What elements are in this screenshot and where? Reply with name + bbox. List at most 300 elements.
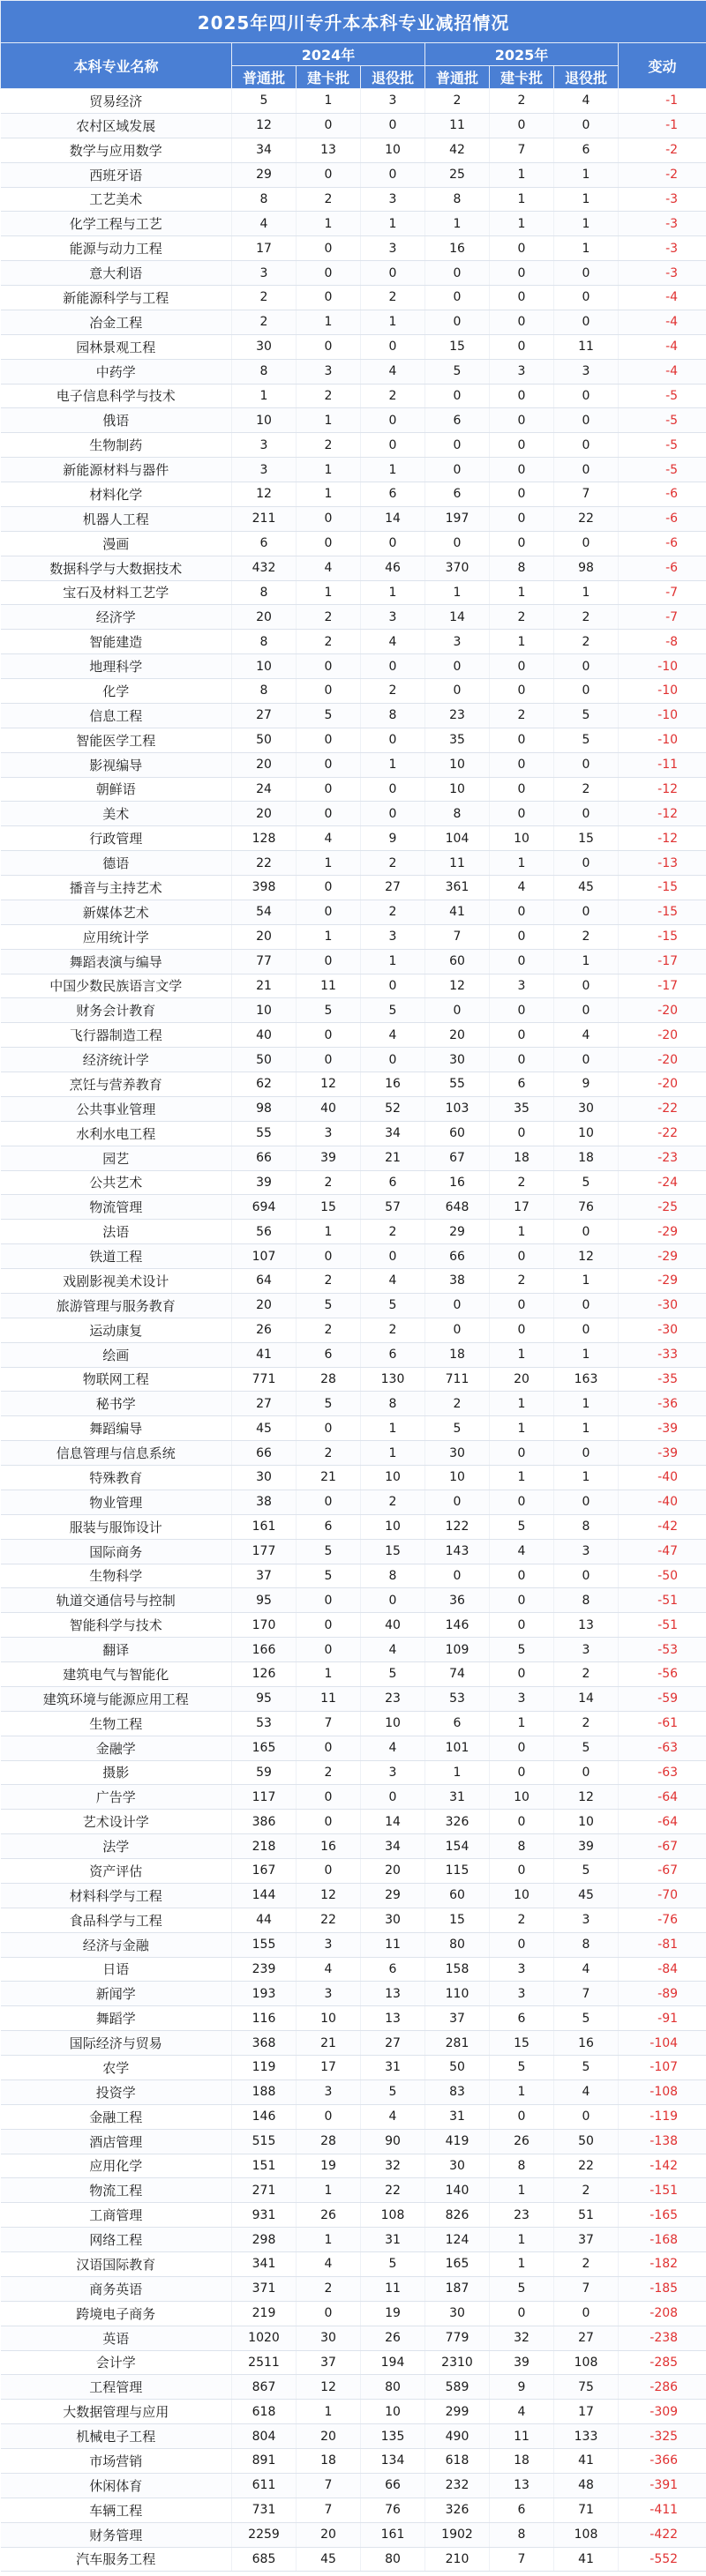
general-2025: 618 bbox=[425, 2449, 490, 2474]
table-row bbox=[1, 2400, 706, 2424]
card-2025: 5 bbox=[490, 2056, 554, 2080]
card-2024: 0 bbox=[297, 506, 361, 531]
card-2025: 0 bbox=[490, 113, 554, 138]
general-2025: 490 bbox=[425, 2424, 490, 2449]
general-2025: 11 bbox=[425, 113, 490, 138]
general-2024: 8 bbox=[232, 187, 297, 212]
card-2024: 3 bbox=[297, 1932, 361, 1957]
general-2025: 18 bbox=[425, 1342, 490, 1367]
card-2024: 0 bbox=[297, 949, 361, 974]
veteran-2025: 39 bbox=[554, 1834, 619, 1859]
major-name: 特殊教育 bbox=[1, 1466, 232, 1490]
veteran-2025: 5 bbox=[554, 728, 619, 752]
veteran-2024: 2 bbox=[361, 1220, 425, 1244]
card-2025: 7 bbox=[490, 2547, 554, 2572]
card-2025: 0 bbox=[490, 236, 554, 261]
general-2024: 66 bbox=[232, 1441, 297, 1466]
change-value: -5 bbox=[619, 384, 706, 408]
table-row bbox=[1, 2522, 706, 2547]
card-2025: 6 bbox=[490, 2498, 554, 2522]
veteran-2025: 0 bbox=[554, 1048, 619, 1072]
card-2024: 2 bbox=[297, 1760, 361, 1785]
veteran-2025: 1 bbox=[554, 949, 619, 974]
veteran-2025: 27 bbox=[554, 2326, 619, 2350]
general-2025: 210 bbox=[425, 2547, 490, 2572]
veteran-2025: 5 bbox=[554, 703, 619, 728]
change-value: -24 bbox=[619, 1170, 706, 1195]
table-row bbox=[1, 261, 706, 286]
general-2025: 109 bbox=[425, 1638, 490, 1662]
card-2024: 21 bbox=[297, 2031, 361, 2056]
general-2025: 165 bbox=[425, 2252, 490, 2277]
veteran-2025: 9 bbox=[554, 1072, 619, 1097]
table-row bbox=[1, 1170, 706, 1195]
table-row bbox=[1, 556, 706, 580]
general-2025: 779 bbox=[425, 2326, 490, 2350]
card-2025: 1 bbox=[490, 2079, 554, 2104]
change-value: -23 bbox=[619, 1146, 706, 1170]
major-name-header: 本科专业名称 bbox=[1, 43, 232, 89]
veteran-2025: 5 bbox=[554, 2006, 619, 2031]
table-row bbox=[1, 2473, 706, 2498]
general-2025: 7 bbox=[425, 924, 490, 949]
card-2024: 0 bbox=[297, 113, 361, 138]
change-value: -53 bbox=[619, 1638, 706, 1662]
general-2025: 0 bbox=[425, 384, 490, 408]
card-2024: 3 bbox=[297, 359, 361, 384]
table-row bbox=[1, 1957, 706, 1982]
general-2024: 8 bbox=[232, 679, 297, 704]
veteran-2024: 5 bbox=[361, 1662, 425, 1687]
card-2024: 5 bbox=[297, 1293, 361, 1318]
table-row bbox=[1, 679, 706, 704]
card-2025: 2 bbox=[490, 703, 554, 728]
card-2024: 2 bbox=[297, 384, 361, 408]
veteran-2025: 45 bbox=[554, 1883, 619, 1908]
card-2025: 8 bbox=[490, 556, 554, 580]
card-2025: 2 bbox=[490, 1908, 554, 1932]
general-2025: 232 bbox=[425, 2473, 490, 2498]
veteran-2025: 12 bbox=[554, 1785, 619, 1810]
table-row bbox=[1, 2498, 706, 2522]
card-2024: 0 bbox=[297, 728, 361, 752]
veteran-2025: 0 bbox=[554, 2301, 619, 2326]
major-name: 公共艺术 bbox=[1, 1170, 232, 1195]
general-2024: 1020 bbox=[232, 2326, 297, 2350]
change-value: -285 bbox=[619, 2350, 706, 2375]
change-value: -391 bbox=[619, 2473, 706, 2498]
change-value: -40 bbox=[619, 1466, 706, 1490]
card-2024: 0 bbox=[297, 162, 361, 187]
major-name: 影视编导 bbox=[1, 752, 232, 777]
general-2024: 119 bbox=[232, 2056, 297, 2080]
card-2024: 5 bbox=[297, 703, 361, 728]
card-2025: 10 bbox=[490, 1883, 554, 1908]
veteran-2025: 0 bbox=[554, 802, 619, 826]
card-2024: 0 bbox=[297, 236, 361, 261]
table-row bbox=[1, 2350, 706, 2375]
veteran-2025: 4 bbox=[554, 1023, 619, 1048]
general-2025: 1902 bbox=[425, 2522, 490, 2547]
veteran-2025: 0 bbox=[554, 113, 619, 138]
general-2025: 41 bbox=[425, 900, 490, 924]
major-name: 公共事业管理 bbox=[1, 1096, 232, 1121]
general-2025: 187 bbox=[425, 2276, 490, 2301]
card-2024: 4 bbox=[297, 826, 361, 851]
change-value: -17 bbox=[619, 949, 706, 974]
card-2024: 21 bbox=[297, 1466, 361, 1490]
major-name: 美术 bbox=[1, 802, 232, 826]
major-name: 艺术设计学 bbox=[1, 1810, 232, 1834]
major-name: 农村区域发展 bbox=[1, 113, 232, 138]
major-name: 秘书学 bbox=[1, 1392, 232, 1416]
card-2025: 0 bbox=[490, 408, 554, 433]
general-2024: 8 bbox=[232, 630, 297, 654]
major-name: 法语 bbox=[1, 1220, 232, 1244]
change-value: -13 bbox=[619, 851, 706, 876]
table-row bbox=[1, 384, 706, 408]
major-name: 舞蹈表演与编导 bbox=[1, 949, 232, 974]
general-2025: 0 bbox=[425, 261, 490, 286]
general-2024: 20 bbox=[232, 802, 297, 826]
table-row bbox=[1, 359, 706, 384]
table-row bbox=[1, 162, 706, 187]
change-value: -39 bbox=[619, 1416, 706, 1441]
card-2024: 0 bbox=[297, 654, 361, 679]
change-value: -309 bbox=[619, 2400, 706, 2424]
veteran-2025: 41 bbox=[554, 2547, 619, 2572]
change-value: -4 bbox=[619, 334, 706, 359]
veteran-2024: 135 bbox=[361, 2424, 425, 2449]
veteran-2024: 34 bbox=[361, 1834, 425, 1859]
general-2024: 151 bbox=[232, 2154, 297, 2178]
change-value: -208 bbox=[619, 2301, 706, 2326]
general-2025: 31 bbox=[425, 1785, 490, 1810]
card-2024: 5 bbox=[297, 1539, 361, 1564]
major-name: 电子信息科学与技术 bbox=[1, 384, 232, 408]
major-name: 信息工程 bbox=[1, 703, 232, 728]
table-row bbox=[1, 1908, 706, 1932]
general-2025: 0 bbox=[425, 679, 490, 704]
general-2024: 515 bbox=[232, 2129, 297, 2154]
change-value: -64 bbox=[619, 1785, 706, 1810]
veteran-2024: 1 bbox=[361, 1416, 425, 1441]
veteran-2024: 6 bbox=[361, 1342, 425, 1367]
table-row bbox=[1, 89, 706, 114]
change-value: -10 bbox=[619, 654, 706, 679]
card-2024: 2 bbox=[297, 1269, 361, 1294]
general-2024: 1 bbox=[232, 384, 297, 408]
veteran-2024: 10 bbox=[361, 138, 425, 162]
veteran-2025: 5 bbox=[554, 2056, 619, 2080]
major-name: 新能源材料与器件 bbox=[1, 458, 232, 482]
change-value: -238 bbox=[619, 2326, 706, 2350]
card-2025: 0 bbox=[490, 1048, 554, 1072]
table-row bbox=[1, 482, 706, 507]
table-row bbox=[1, 1588, 706, 1613]
major-name: 休闲体育 bbox=[1, 2473, 232, 2498]
card-2024: 6 bbox=[297, 1342, 361, 1367]
veteran-2024: 0 bbox=[361, 974, 425, 998]
veteran-2024: 5 bbox=[361, 2252, 425, 2277]
card-2024: 2 bbox=[297, 1441, 361, 1466]
general-2024: 22 bbox=[232, 851, 297, 876]
veteran-2024: 0 bbox=[361, 162, 425, 187]
card-2024: 6 bbox=[297, 1514, 361, 1539]
general-2025: 0 bbox=[425, 310, 490, 334]
veteran-2024: 14 bbox=[361, 506, 425, 531]
veteran-2025: 0 bbox=[554, 654, 619, 679]
card-2025: 1 bbox=[490, 580, 554, 605]
table-row bbox=[1, 1121, 706, 1146]
table-row bbox=[1, 236, 706, 261]
major-name: 漫画 bbox=[1, 531, 232, 556]
major-name: 水利水电工程 bbox=[1, 1121, 232, 1146]
card-2024: 19 bbox=[297, 2154, 361, 2178]
veteran-2024: 10 bbox=[361, 1711, 425, 1736]
card-2024: 5 bbox=[297, 1392, 361, 1416]
card-2025: 0 bbox=[490, 506, 554, 531]
change-value: -2 bbox=[619, 162, 706, 187]
table-row bbox=[1, 310, 706, 334]
veteran-2025: 0 bbox=[554, 1441, 619, 1466]
change-value: -6 bbox=[619, 531, 706, 556]
veteran-2025: 14 bbox=[554, 1686, 619, 1711]
major-name: 经济与金融 bbox=[1, 1932, 232, 1957]
table-row bbox=[1, 531, 706, 556]
general-2024: 170 bbox=[232, 1613, 297, 1638]
general-2024: 54 bbox=[232, 900, 297, 924]
veteran-2024: 4 bbox=[361, 359, 425, 384]
major-name: 翻译 bbox=[1, 1638, 232, 1662]
veteran-2025: 2 bbox=[554, 777, 619, 802]
card-2024: 28 bbox=[297, 2129, 361, 2154]
general-2025: 12 bbox=[425, 974, 490, 998]
card-2024: 28 bbox=[297, 1367, 361, 1392]
change-value: -67 bbox=[619, 1859, 706, 1884]
card-2024: 45 bbox=[297, 2547, 361, 2572]
table-row bbox=[1, 2178, 706, 2203]
general-2024: 146 bbox=[232, 2104, 297, 2129]
veteran-2024: 4 bbox=[361, 1638, 425, 1662]
change-value: -33 bbox=[619, 1342, 706, 1367]
general-2024: 21 bbox=[232, 974, 297, 998]
change-value: -56 bbox=[619, 1662, 706, 1687]
general-2024: 144 bbox=[232, 1883, 297, 1908]
card-2025: 5 bbox=[490, 1514, 554, 1539]
table-row bbox=[1, 1539, 706, 1564]
card-2024: 1 bbox=[297, 212, 361, 236]
table-row bbox=[1, 1416, 706, 1441]
general-2024: 398 bbox=[232, 876, 297, 900]
table-row bbox=[1, 1466, 706, 1490]
card-2024: 7 bbox=[297, 1711, 361, 1736]
change-value: -11 bbox=[619, 752, 706, 777]
general-2024: 128 bbox=[232, 826, 297, 851]
table-row bbox=[1, 1318, 706, 1342]
veteran-2024: 34 bbox=[361, 1121, 425, 1146]
major-name: 摄影 bbox=[1, 1760, 232, 1785]
change-value: -1 bbox=[619, 89, 706, 114]
change-value: -8 bbox=[619, 630, 706, 654]
table-row bbox=[1, 1367, 706, 1392]
table-row bbox=[1, 408, 706, 433]
change-value: -6 bbox=[619, 482, 706, 507]
veteran-2024: 30 bbox=[361, 1908, 425, 1932]
veteran-2024: 2 bbox=[361, 851, 425, 876]
card-2024: 0 bbox=[297, 1859, 361, 1884]
card-2025: 1 bbox=[490, 1416, 554, 1441]
veteran-2025: 0 bbox=[554, 900, 619, 924]
general-2024: 12 bbox=[232, 482, 297, 507]
table-row bbox=[1, 949, 706, 974]
table-row bbox=[1, 2203, 706, 2228]
change-value: -185 bbox=[619, 2276, 706, 2301]
change-value: -7 bbox=[619, 580, 706, 605]
major-name: 行政管理 bbox=[1, 826, 232, 851]
general-2024: 95 bbox=[232, 1588, 297, 1613]
card-2025: 0 bbox=[490, 531, 554, 556]
major-name: 工程管理 bbox=[1, 2375, 232, 2400]
table-row bbox=[1, 974, 706, 998]
veteran-2025: 12 bbox=[554, 1244, 619, 1269]
card-2025: 5 bbox=[490, 2276, 554, 2301]
general-2024: 2 bbox=[232, 310, 297, 334]
card-2025: 3 bbox=[490, 1686, 554, 1711]
card-2025: 9 bbox=[490, 2375, 554, 2400]
major-name: 国际经济与贸易 bbox=[1, 2031, 232, 2056]
veteran-2025: 0 bbox=[554, 1760, 619, 1785]
card-2024: 18 bbox=[297, 2449, 361, 2474]
card-2024: 0 bbox=[297, 1048, 361, 1072]
general-2024: 298 bbox=[232, 2228, 297, 2252]
veteran-2024: 1 bbox=[361, 752, 425, 777]
card-2024: 1 bbox=[297, 2400, 361, 2424]
veteran-2025: 7 bbox=[554, 2276, 619, 2301]
card-2024: 1 bbox=[297, 1662, 361, 1687]
general-2025: 419 bbox=[425, 2129, 490, 2154]
general-2025: 0 bbox=[425, 654, 490, 679]
veteran-2025: 8 bbox=[554, 1932, 619, 1957]
general-2024: 26 bbox=[232, 1318, 297, 1342]
card-2025: 8 bbox=[490, 1834, 554, 1859]
card-2025: 1 bbox=[490, 1711, 554, 1736]
veteran-2024: 2 bbox=[361, 1318, 425, 1342]
card-2025: 2 bbox=[490, 89, 554, 114]
card-2025: 8 bbox=[490, 2154, 554, 2178]
table-row bbox=[1, 1834, 706, 1859]
major-name: 经济学 bbox=[1, 605, 232, 630]
veteran-2024: 10 bbox=[361, 2400, 425, 2424]
veteran-2024: 0 bbox=[361, 1785, 425, 1810]
veteran-2025: 76 bbox=[554, 1195, 619, 1220]
general-2025: 50 bbox=[425, 2056, 490, 2080]
card-2024: 0 bbox=[297, 1490, 361, 1514]
veteran-2024: 4 bbox=[361, 1269, 425, 1294]
card-2024: 37 bbox=[297, 2350, 361, 2375]
card-2024: 1 bbox=[297, 2228, 361, 2252]
card-2024: 1 bbox=[297, 482, 361, 507]
major-name: 能源与动力工程 bbox=[1, 236, 232, 261]
veteran-2024: 9 bbox=[361, 826, 425, 851]
card-2025: 4 bbox=[490, 2400, 554, 2424]
veteran-2025: 0 bbox=[554, 286, 619, 310]
card-2025: 0 bbox=[490, 1564, 554, 1588]
veteran-2025: 2 bbox=[554, 1662, 619, 1687]
general-2024: 731 bbox=[232, 2498, 297, 2522]
veteran-2025: 0 bbox=[554, 752, 619, 777]
general-2024: 271 bbox=[232, 2178, 297, 2203]
veteran-2024: 80 bbox=[361, 2547, 425, 2572]
general-2024: 64 bbox=[232, 1269, 297, 1294]
general-2024: 2511 bbox=[232, 2350, 297, 2375]
veteran-2024: 1 bbox=[361, 949, 425, 974]
change-value: -6 bbox=[619, 556, 706, 580]
card-2024: 15 bbox=[297, 1195, 361, 1220]
veteran-2024: 1 bbox=[361, 310, 425, 334]
major-name: 轨道交通信号与控制 bbox=[1, 1588, 232, 1613]
card-2024: 0 bbox=[297, 1785, 361, 1810]
card-2025: 0 bbox=[490, 679, 554, 704]
card-2025: 0 bbox=[490, 1662, 554, 1687]
general-2025: 6 bbox=[425, 1711, 490, 1736]
table-row bbox=[1, 2326, 706, 2350]
card-2025: 0 bbox=[490, 1810, 554, 1834]
card-2025: 3 bbox=[490, 1957, 554, 1982]
veteran-2025: 50 bbox=[554, 2129, 619, 2154]
change-value: -142 bbox=[619, 2154, 706, 2178]
general-2025: 0 bbox=[425, 433, 490, 458]
general-2024: 41 bbox=[232, 1342, 297, 1367]
card-2025: 0 bbox=[490, 998, 554, 1023]
major-name: 俄语 bbox=[1, 408, 232, 433]
card-2025: 3 bbox=[490, 1982, 554, 2006]
veteran-2024: 3 bbox=[361, 236, 425, 261]
card-2025: 13 bbox=[490, 2473, 554, 2498]
general-2025: 60 bbox=[425, 949, 490, 974]
veteran-2024: 4 bbox=[361, 1736, 425, 1760]
change-value: -36 bbox=[619, 1392, 706, 1416]
general-2024: 685 bbox=[232, 2547, 297, 2572]
general-2024: 4 bbox=[232, 212, 297, 236]
major-name: 物业管理 bbox=[1, 1490, 232, 1514]
change-value: -20 bbox=[619, 1048, 706, 1072]
change-value: -29 bbox=[619, 1244, 706, 1269]
major-name: 数学与应用数学 bbox=[1, 138, 232, 162]
table-row bbox=[1, 2424, 706, 2449]
card-2025: 8 bbox=[490, 2522, 554, 2547]
veteran-2024: 0 bbox=[361, 334, 425, 359]
general-2025: 15 bbox=[425, 334, 490, 359]
general-2025: 326 bbox=[425, 2498, 490, 2522]
table-row bbox=[1, 1686, 706, 1711]
major-name: 工艺美术 bbox=[1, 187, 232, 212]
veteran-2024: 0 bbox=[361, 261, 425, 286]
change-value: -51 bbox=[619, 1613, 706, 1638]
table-row bbox=[1, 2031, 706, 2056]
major-name: 戏剧影视美术设计 bbox=[1, 1269, 232, 1294]
general-2024: 45 bbox=[232, 1416, 297, 1441]
veteran-2025: 0 bbox=[554, 1490, 619, 1514]
card-2024: 1 bbox=[297, 580, 361, 605]
card-2024: 2 bbox=[297, 1170, 361, 1195]
veteran-2024: 6 bbox=[361, 1170, 425, 1195]
veteran-2024: 0 bbox=[361, 433, 425, 458]
general-2025: 30 bbox=[425, 1441, 490, 1466]
veteran-2024: 31 bbox=[361, 2228, 425, 2252]
card-2024: 0 bbox=[297, 286, 361, 310]
general-2025: 74 bbox=[425, 1662, 490, 1687]
